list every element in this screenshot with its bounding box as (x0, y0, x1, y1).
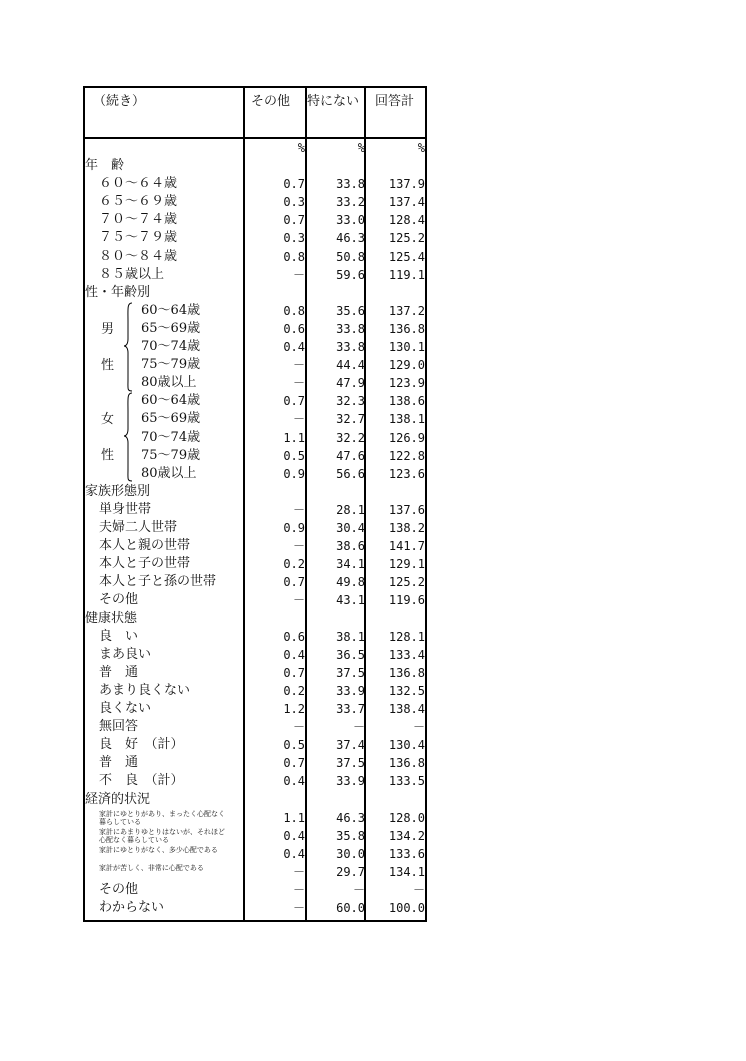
side-label-female-sex: 性 (101, 448, 115, 463)
value-other: 0.3 (283, 231, 305, 246)
value-total: 137.9 (388, 177, 425, 192)
value-total: 138.1 (388, 412, 425, 427)
table-row (85, 863, 425, 881)
row-label: ６５～６９歳 (99, 194, 178, 210)
data-table (83, 86, 427, 922)
row-label: 家計が苦しく、非常に心配である (99, 863, 204, 872)
value-none: 28.1 (336, 502, 365, 517)
table-row (85, 736, 425, 754)
table-row (85, 899, 425, 917)
value-none: 56.6 (336, 466, 365, 481)
row-label: ８０～８４歳 (99, 248, 178, 264)
table-row (85, 646, 425, 664)
row-label: 不 良 （計） (99, 773, 184, 789)
value-other: 0.9 (283, 466, 305, 481)
value-other: 0.8 (283, 303, 305, 318)
value-total: 123.9 (388, 376, 425, 391)
value-other: － (292, 267, 305, 282)
row-label: ８５歳以上 (99, 266, 165, 282)
value-other: 0.7 (283, 213, 305, 228)
value-none: 33.2 (336, 195, 365, 210)
row-label: 経済的状況 (85, 791, 151, 807)
value-other: － (292, 593, 305, 608)
row-label: 65～69歳 (141, 411, 201, 427)
value-other: 0.3 (283, 195, 305, 210)
value-other: 0.7 (283, 665, 305, 680)
value-none: 30.4 (336, 521, 365, 535)
value-total: 128.0 (388, 810, 425, 825)
table-row (85, 754, 425, 772)
value-other: 0.6 (283, 321, 305, 336)
value-total: 126.9 (388, 430, 425, 445)
side-label-male-sex: 性 (101, 358, 115, 373)
section-header-row (85, 157, 425, 175)
value-none: 43.1 (336, 593, 365, 608)
value-other: － (292, 358, 305, 373)
section-header-row (85, 610, 425, 628)
row-label: その他 (99, 882, 139, 897)
value-none: 33.7 (336, 702, 365, 716)
value-total: 128.4 (388, 213, 425, 228)
value-total: 141.7 (388, 539, 425, 554)
value-none: 47.6 (336, 448, 365, 463)
row-label: 70～74歳 (141, 339, 201, 354)
row-label: 60～64歳 (141, 302, 201, 318)
table-row (85, 718, 425, 736)
value-total: 123.6 (388, 466, 425, 481)
value-total: 129.0 (388, 358, 425, 373)
value-other: 0.5 (283, 448, 305, 463)
row-label: 良 い (99, 628, 139, 644)
value-total: 129.1 (388, 557, 425, 572)
value-other: － (292, 883, 305, 897)
unit-percent: % (417, 141, 425, 155)
value-other: 0.7 (283, 756, 305, 771)
value-total: 138.2 (388, 521, 425, 535)
value-total: 132.5 (388, 683, 425, 698)
value-total: 119.1 (388, 267, 425, 282)
value-other: 0.4 (283, 647, 305, 662)
value-total: 137.2 (388, 303, 425, 318)
value-none: 34.1 (336, 557, 365, 572)
table-row (85, 501, 425, 519)
value-none: 33.8 (336, 340, 365, 354)
value-other: 0.7 (283, 394, 305, 409)
value-none: 59.6 (336, 267, 365, 282)
value-none: 35.8 (336, 828, 365, 843)
table-row (85, 628, 425, 646)
value-other: 0.6 (283, 629, 305, 644)
value-other: 0.4 (283, 846, 305, 861)
value-none: 36.5 (336, 647, 365, 662)
row-label: 本人と親の世帯 (99, 538, 191, 554)
value-none: 38.1 (336, 629, 365, 644)
value-other: － (292, 412, 305, 427)
value-other: － (292, 376, 305, 391)
table-row (85, 392, 425, 410)
row-label: 無回答 (99, 719, 139, 735)
row-label: 年 齢 (85, 158, 125, 173)
row-label: あまり良くない (99, 682, 191, 698)
value-none: 33.9 (336, 683, 365, 698)
value-other: 1.2 (283, 702, 305, 716)
value-total: 125.2 (388, 575, 425, 590)
value-none: 37.5 (336, 756, 365, 771)
table-row (85, 447, 425, 465)
row-label: まあ良い (99, 646, 152, 662)
value-other: 0.4 (283, 340, 305, 354)
value-total: 134.2 (388, 828, 425, 843)
table-row (85, 845, 425, 863)
table-row (85, 827, 425, 845)
table-row (85, 429, 425, 447)
value-total: 130.1 (388, 340, 425, 354)
value-none: 35.6 (336, 303, 365, 318)
value-none: 33.8 (336, 177, 365, 192)
row-label: 良 好 （計） (99, 737, 184, 753)
row-label: 良くない (99, 701, 152, 716)
row-label: その他 (99, 592, 139, 608)
value-total: 100.0 (388, 901, 425, 916)
table-row (85, 356, 425, 374)
value-none: 38.6 (336, 539, 365, 554)
table-row (85, 519, 425, 537)
value-none: 46.3 (336, 810, 365, 825)
value-other: 0.4 (283, 828, 305, 843)
table-row (85, 229, 425, 247)
value-none: － (352, 720, 365, 735)
value-none: 37.5 (336, 665, 365, 680)
table-row (85, 809, 425, 827)
section-header-row (85, 483, 425, 501)
value-none: 32.7 (336, 412, 365, 427)
section-header-row (85, 791, 425, 809)
value-none: 37.4 (336, 738, 365, 753)
value-total: 133.6 (388, 846, 425, 861)
value-total: 128.1 (388, 629, 425, 644)
value-none: 33.9 (336, 774, 365, 789)
value-none: 50.8 (336, 249, 365, 264)
value-none: 60.0 (336, 901, 365, 916)
value-total: 138.4 (388, 702, 425, 716)
value-other: 0.2 (283, 557, 305, 572)
table-row (85, 175, 425, 193)
value-other: 0.7 (283, 177, 305, 192)
value-none: 33.8 (336, 321, 365, 336)
table-row (85, 700, 425, 718)
value-none: 49.8 (336, 575, 365, 590)
row-label: 普 通 (99, 664, 139, 680)
row-label: 本人と子と孫の世帯 (99, 574, 217, 590)
value-total: 125.2 (388, 231, 425, 246)
table-row (85, 772, 425, 790)
value-other: 0.7 (283, 575, 305, 590)
row-label: 家族形態別 (85, 483, 151, 499)
row-label: わからない (99, 900, 165, 916)
value-none: 29.7 (336, 864, 365, 879)
row-label: 普 通 (99, 755, 139, 771)
value-other: 0.4 (283, 774, 305, 789)
table-row (85, 211, 425, 229)
row-label: ７５～７９歳 (99, 230, 178, 246)
row-label: 80歳以上 (141, 375, 197, 391)
row-label: 単身世帯 (99, 501, 152, 517)
value-other: － (292, 502, 305, 517)
table-row (85, 555, 425, 573)
value-none: 33.0 (336, 213, 365, 228)
table-row (85, 266, 425, 284)
value-other: － (292, 539, 305, 554)
value-other: 0.8 (283, 249, 305, 264)
row-label: ６０～６４歳 (99, 176, 178, 192)
table-row (85, 682, 425, 700)
table-row (85, 537, 425, 555)
value-other: 0.2 (283, 683, 305, 698)
value-none: 46.3 (336, 231, 365, 246)
table-row (85, 320, 425, 338)
value-total: － (412, 720, 425, 735)
table-row (85, 193, 425, 211)
row-label: 70～74歳 (141, 429, 201, 445)
column-header-none: 特にない (307, 94, 360, 109)
table-row (85, 248, 425, 266)
value-other: － (292, 720, 305, 735)
value-none: 30.0 (336, 846, 365, 861)
value-total: 136.8 (388, 665, 425, 680)
value-none: － (352, 883, 365, 897)
row-label: 本人と子の世帯 (99, 556, 191, 572)
value-total: 136.8 (388, 321, 425, 336)
row-label: 80歳以上 (141, 465, 197, 481)
value-total: 133.5 (388, 774, 425, 789)
value-total: 138.6 (388, 394, 425, 409)
unit-percent: % (297, 141, 305, 155)
table-header-label: （続き） (93, 94, 146, 109)
column-header-total: 回答計 (375, 94, 415, 109)
table-row (85, 410, 425, 428)
side-label-female: 女 (101, 412, 115, 427)
value-total: 134.1 (388, 864, 425, 879)
row-label: 60～64歳 (141, 393, 201, 409)
row-label: 性・年齢別 (85, 284, 151, 300)
side-label-male: 男 (101, 322, 115, 337)
value-none: 44.4 (336, 358, 365, 373)
value-other: － (292, 864, 305, 879)
row-label: 家計にゆとりがあり、まったく心配なく暮らしている (99, 809, 225, 826)
table-row (85, 374, 425, 392)
value-other: 1.1 (283, 430, 305, 445)
row-label: 健康状態 (85, 610, 138, 626)
value-none: 47.9 (336, 376, 365, 391)
value-total: 133.4 (388, 647, 425, 662)
value-none: 32.3 (336, 394, 365, 409)
table-row (85, 465, 425, 483)
unit-row (85, 139, 425, 157)
group-brace (123, 301, 135, 483)
value-total: 136.8 (388, 756, 425, 771)
row-label: 75～79歳 (141, 447, 201, 463)
table-row (85, 664, 425, 682)
table-row (85, 338, 425, 356)
value-other: 0.9 (283, 521, 305, 535)
table-row (85, 573, 425, 591)
table-row (85, 591, 425, 609)
row-label: ７０～７４歳 (99, 212, 178, 228)
value-total: 130.4 (388, 738, 425, 753)
row-label: 75～79歳 (141, 357, 201, 373)
value-total: 119.6 (388, 593, 425, 608)
value-none: 32.2 (336, 430, 365, 445)
table-row (85, 881, 425, 899)
table-row (85, 302, 425, 320)
unit-percent: % (357, 141, 365, 155)
value-total: 137.4 (388, 195, 425, 210)
value-other: － (292, 901, 305, 916)
column-header-other: その他 (251, 94, 291, 109)
value-total: － (412, 883, 425, 897)
value-total: 122.8 (388, 448, 425, 463)
value-total: 125.4 (388, 249, 425, 264)
section-header-row (85, 284, 425, 302)
row-label: 65～69歳 (141, 320, 201, 336)
value-total: 137.6 (388, 502, 425, 517)
row-label: 夫婦二人世帯 (99, 520, 178, 535)
row-label: 家計にゆとりがなく、多少心配である (99, 845, 218, 854)
value-other: 0.5 (283, 738, 305, 753)
value-other: 1.1 (283, 810, 305, 825)
row-label: 家計にあまりゆとりはないが、それほど心配なく暮らしている (99, 827, 225, 844)
